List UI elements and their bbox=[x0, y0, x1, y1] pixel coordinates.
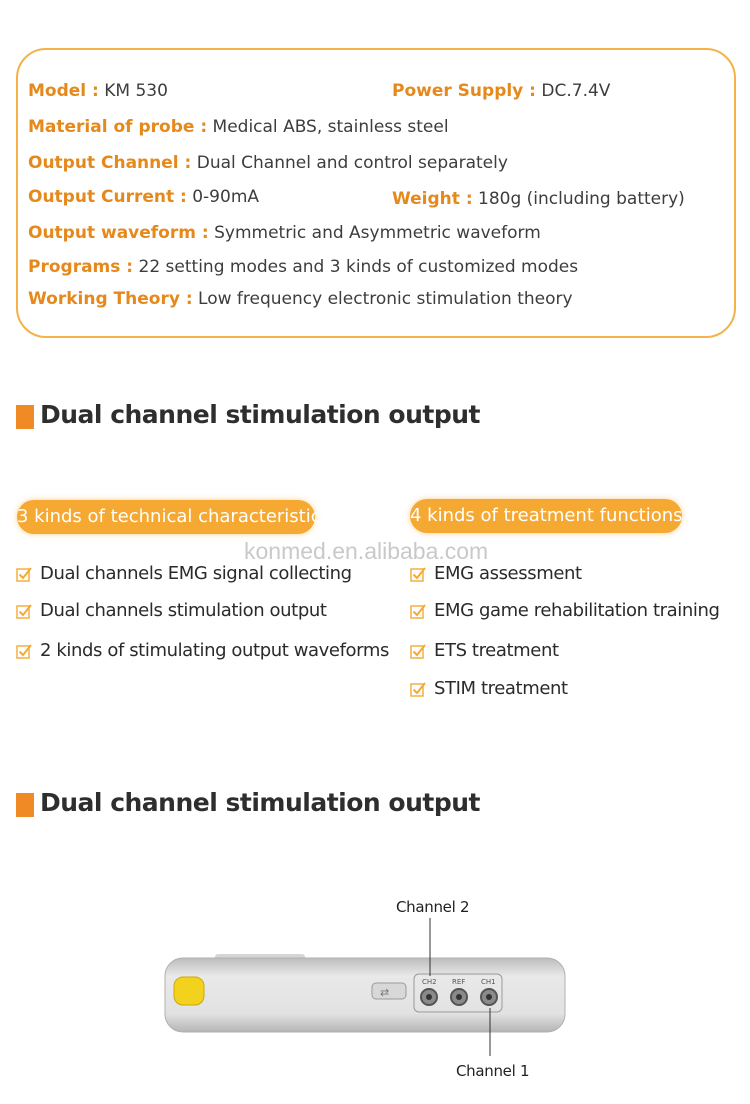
list-item-label: Dual channels stimulation output bbox=[40, 600, 327, 621]
list-item-label: ETS treatment bbox=[434, 640, 559, 661]
technical-characteristics-pill: 3 kinds of technical characteristics bbox=[17, 500, 315, 534]
spec-value: DC.7.4V bbox=[541, 81, 611, 101]
spec-material bbox=[28, 117, 449, 137]
heading-marker bbox=[16, 793, 34, 817]
spec-programs bbox=[28, 257, 578, 277]
watermark: konmed.en.alibaba.com bbox=[244, 538, 489, 564]
spec-output-waveform bbox=[28, 223, 541, 243]
spec-label: Working Theory : bbox=[28, 289, 193, 309]
list-item-label: 2 kinds of stimulating output waveforms bbox=[40, 640, 389, 661]
checkbox-check-icon bbox=[410, 643, 426, 659]
spec-weight bbox=[392, 189, 685, 209]
spec-output-current bbox=[28, 187, 259, 207]
spec-value: Low frequency electronic stimulation theory bbox=[198, 289, 573, 309]
channel-1-label: Channel 1 bbox=[456, 1062, 530, 1080]
port-label-ch2: CH2 bbox=[422, 978, 437, 986]
device-illustration bbox=[0, 910, 750, 1090]
treatment-functions-pill: 4 kinds of treatment functions bbox=[410, 499, 682, 533]
checkbox-check-icon bbox=[16, 643, 32, 659]
spec-model bbox=[28, 81, 168, 101]
spec-power-supply bbox=[392, 81, 610, 101]
spec-value: Dual Channel and control separately bbox=[196, 153, 508, 173]
channel-2-label: Channel 2 bbox=[396, 898, 470, 916]
checkbox-check-icon bbox=[410, 603, 426, 619]
list-item-label: EMG assessment bbox=[434, 563, 582, 584]
spec-label: Material of probe : bbox=[28, 117, 208, 137]
spec-value: Medical ABS, stainless steel bbox=[212, 117, 449, 137]
spec-label: Power Supply : bbox=[392, 81, 536, 101]
yellow-slider-button bbox=[174, 977, 204, 1005]
spec-value: 0-90mA bbox=[192, 187, 260, 207]
checkbox-check-icon bbox=[16, 603, 32, 619]
spec-output-channel bbox=[28, 153, 508, 173]
spec-value: 22 setting modes and 3 kinds of customized modes bbox=[138, 257, 579, 277]
spec-working-theory bbox=[28, 289, 573, 309]
list-item-label: Dual channels EMG signal collecting bbox=[40, 563, 352, 584]
heading-title: Dual channel stimulation output bbox=[40, 788, 480, 817]
list-item-label: EMG game rehabilitation training bbox=[434, 600, 720, 621]
svg-text:⇄: ⇄ bbox=[380, 986, 390, 999]
spec-value: 180g (including battery) bbox=[478, 189, 685, 209]
port-label-ch1: CH1 bbox=[481, 978, 496, 986]
spec-label: Programs : bbox=[28, 257, 134, 277]
heading-title: Dual channel stimulation output bbox=[40, 400, 480, 429]
spec-label: Output Current : bbox=[28, 187, 187, 207]
checkbox-check-icon bbox=[410, 681, 426, 697]
spec-label: Model : bbox=[28, 81, 99, 101]
device-body bbox=[165, 958, 565, 1032]
spec-value: Symmetric and Asymmetric waveform bbox=[214, 223, 541, 243]
spec-value: KM 530 bbox=[104, 81, 168, 101]
list-item-label: STIM treatment bbox=[434, 678, 568, 699]
spec-label: Output Channel : bbox=[28, 153, 192, 173]
checkbox-check-icon bbox=[16, 566, 32, 582]
spec-label: Output waveform : bbox=[28, 223, 209, 243]
port-label-ref: REF bbox=[452, 978, 466, 986]
spec-label: Weight : bbox=[392, 189, 473, 209]
heading-marker bbox=[16, 405, 34, 429]
checkbox-check-icon bbox=[410, 566, 426, 582]
